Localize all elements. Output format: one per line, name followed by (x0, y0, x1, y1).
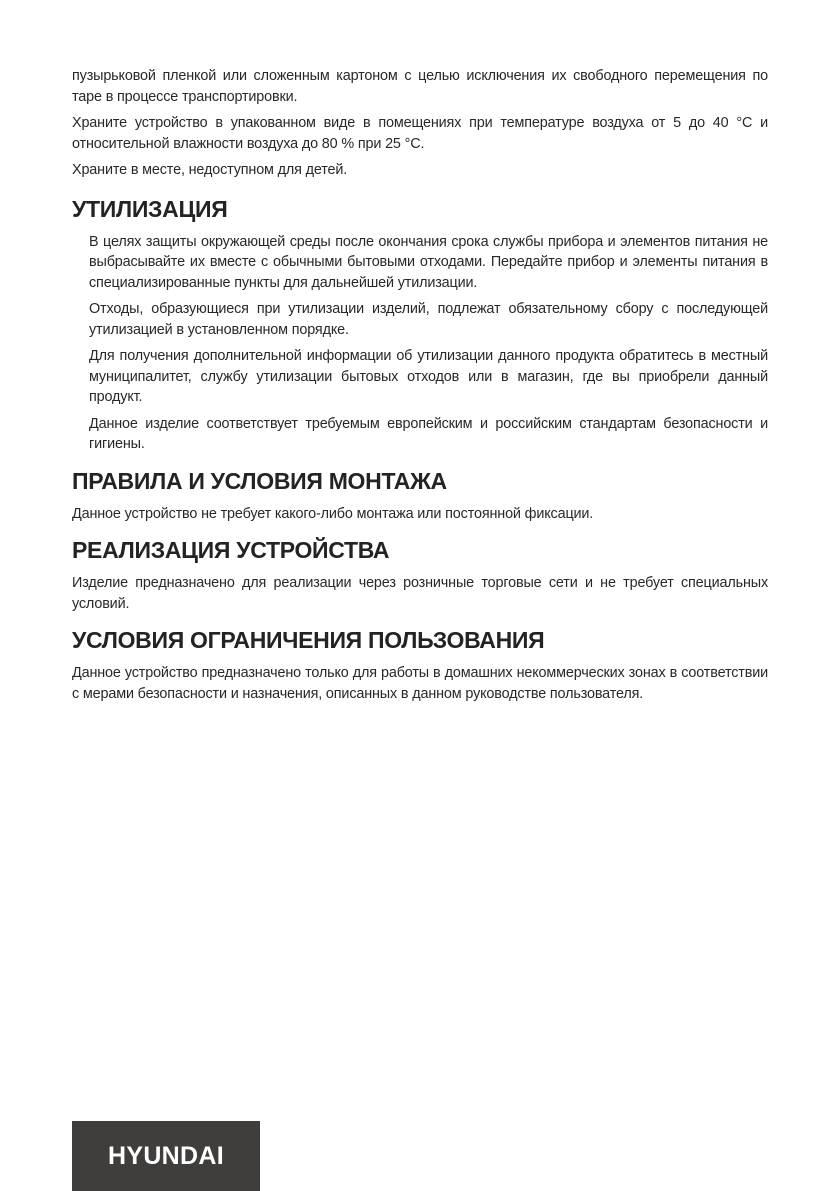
paragraph: Для получения дополнительной информации об утилизации данного продукта обратитесь в местный муниципалитет, службу утилизации бытовых отходов или в магазин, где вы приобрели данный продукт. (89, 348, 768, 405)
section-heading: УСЛОВИЯ ОГРАНИЧЕНИЯ ПОЛЬЗОВАНИЯ (72, 627, 545, 653)
document-page (72, 66, 768, 710)
section-heading: УТИЛИЗАЦИЯ (72, 195, 228, 222)
paragraph: Храните в месте, недоступном для детей. (72, 162, 348, 178)
paragraph: Храните устройство в упакованном виде в помещениях при температуре воздуха от 5 до 40 °C и относительной влажности воздуха до 80 % при 25 °C. (72, 115, 768, 152)
section-disposal (72, 195, 768, 455)
paragraph: Отходы, образующиеся при утилизации изделий, подлежат обязательному сбору с последующей утилизацией в установленном порядке. (89, 301, 768, 338)
section-heading: РЕАЛИЗАЦИЯ УСТРОЙСТВА (72, 537, 390, 563)
paragraph: Данное устройство не требует какого-либо монтажа или постоянной фиксации. (72, 505, 594, 522)
intro-block (72, 66, 768, 181)
paragraph: Данное изделие соответствует требуемым европейским и российским стандартам безопасности и гигиены. (89, 415, 768, 452)
section-installation (72, 467, 768, 525)
section-usage-limits (72, 626, 768, 704)
paragraph: Данное устройство предназначено только для работы в домашних некоммерческих зонах в соответствии с мерами безопасности и назначения, описанных в данном руководстве пользователя. (72, 665, 768, 702)
section-heading: ПРАВИЛА И УСЛОВИЯ МОНТАЖА (72, 467, 447, 494)
paragraph: В целях защиты окружающей среды после окончания срока службы прибора и элементов питания не выбрасывайте их вместе с обычными бытовыми отходами. Передайте прибор и элементы питания в специализированные пункты для дальнейшей утилизации. (89, 233, 768, 291)
hyundai-logo (72, 1121, 260, 1191)
paragraph: пузырьковой пленкой или сложенным картоном с целью исключения их свободного перемещения по таре в процессе транспортировки. (72, 68, 768, 105)
logo-text: HYUNDAI (108, 1141, 224, 1170)
section-sales (72, 536, 768, 614)
paragraph: Изделие предназначено для реализации через розничные торговые сети и не требует специальных условий. (72, 575, 768, 612)
